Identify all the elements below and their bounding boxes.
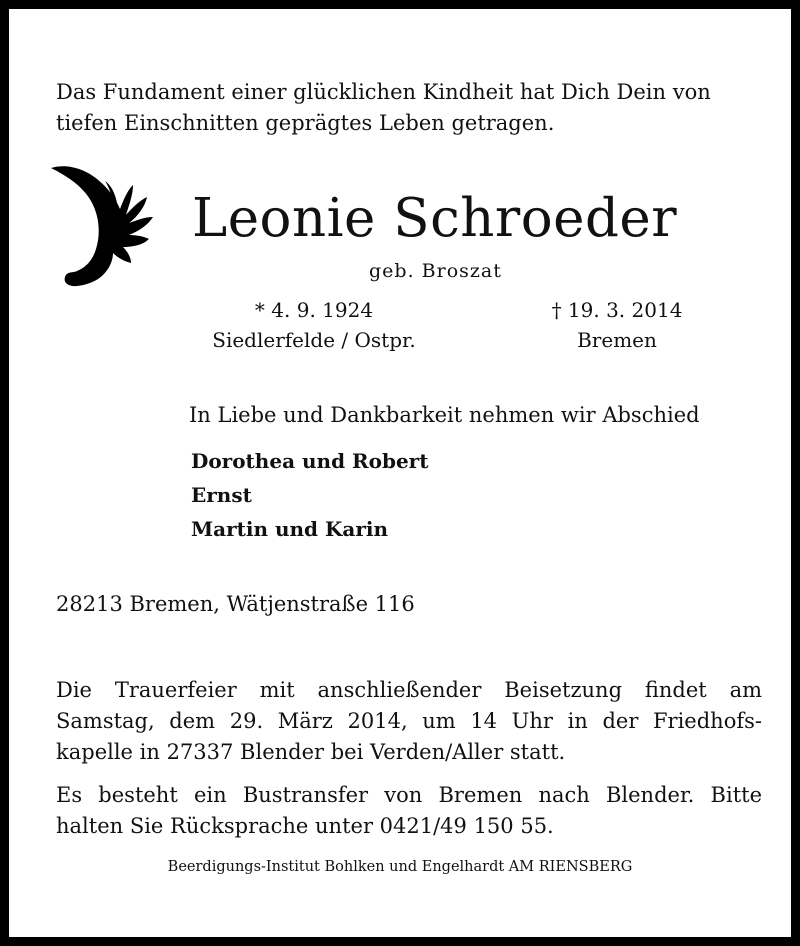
funeral-line-3: kapelle in 27337 Blender bei Verden/Aller statt. (56, 740, 566, 764)
birth-place: Siedlerfelde / Ostpr. (212, 328, 416, 352)
bus-transfer-info (56, 780, 762, 842)
antler-icon (49, 163, 159, 289)
mourner-2: Ernst (191, 483, 252, 507)
funeral-details (56, 675, 762, 768)
death-place: Bremen (577, 328, 657, 352)
bus-line-1: Es besteht ein Bustransfer von Bremen nach Blender. Bitte (56, 783, 762, 807)
funeral-line-1: Die Trauerfeier mit anschließender Beisetzung findet am (56, 678, 762, 702)
intro-line-1: Das Fundament einer glücklichen Kindheit hat Dich Dein von (56, 80, 711, 104)
mourner-3: Martin und Karin (191, 517, 389, 541)
family-address: 28213 Bremen, Wätjenstraße 116 (56, 592, 415, 616)
funeral-home: Beerdigungs-Institut Bohlken und Engelhardt AM RIENSBERG (167, 859, 633, 875)
bus-line-2: halten Sie Rücksprache unter 0421/49 150 55. (56, 814, 554, 838)
birth-date: * 4. 9. 1924 (254, 298, 374, 322)
intro-quote (56, 77, 771, 139)
death-block (537, 295, 697, 355)
deceased-name: Leonie Schroeder (192, 188, 678, 249)
intro-line-2: tiefen Einschnitten geprägtes Leben getragen. (56, 111, 555, 135)
death-date: † 19. 3. 2014 (551, 298, 683, 322)
birth-name: geb. Broszat (369, 260, 502, 282)
mourners-list (191, 444, 428, 546)
mourner-1: Dorothea und Robert (191, 449, 429, 473)
funeral-line-2: Samstag, dem 29. März 2014, um 14 Uhr in der Friedhofs- (56, 709, 762, 733)
birth-block (189, 295, 439, 355)
farewell-line: In Liebe und Dankbarkeit nehmen wir Abschied (189, 403, 700, 427)
